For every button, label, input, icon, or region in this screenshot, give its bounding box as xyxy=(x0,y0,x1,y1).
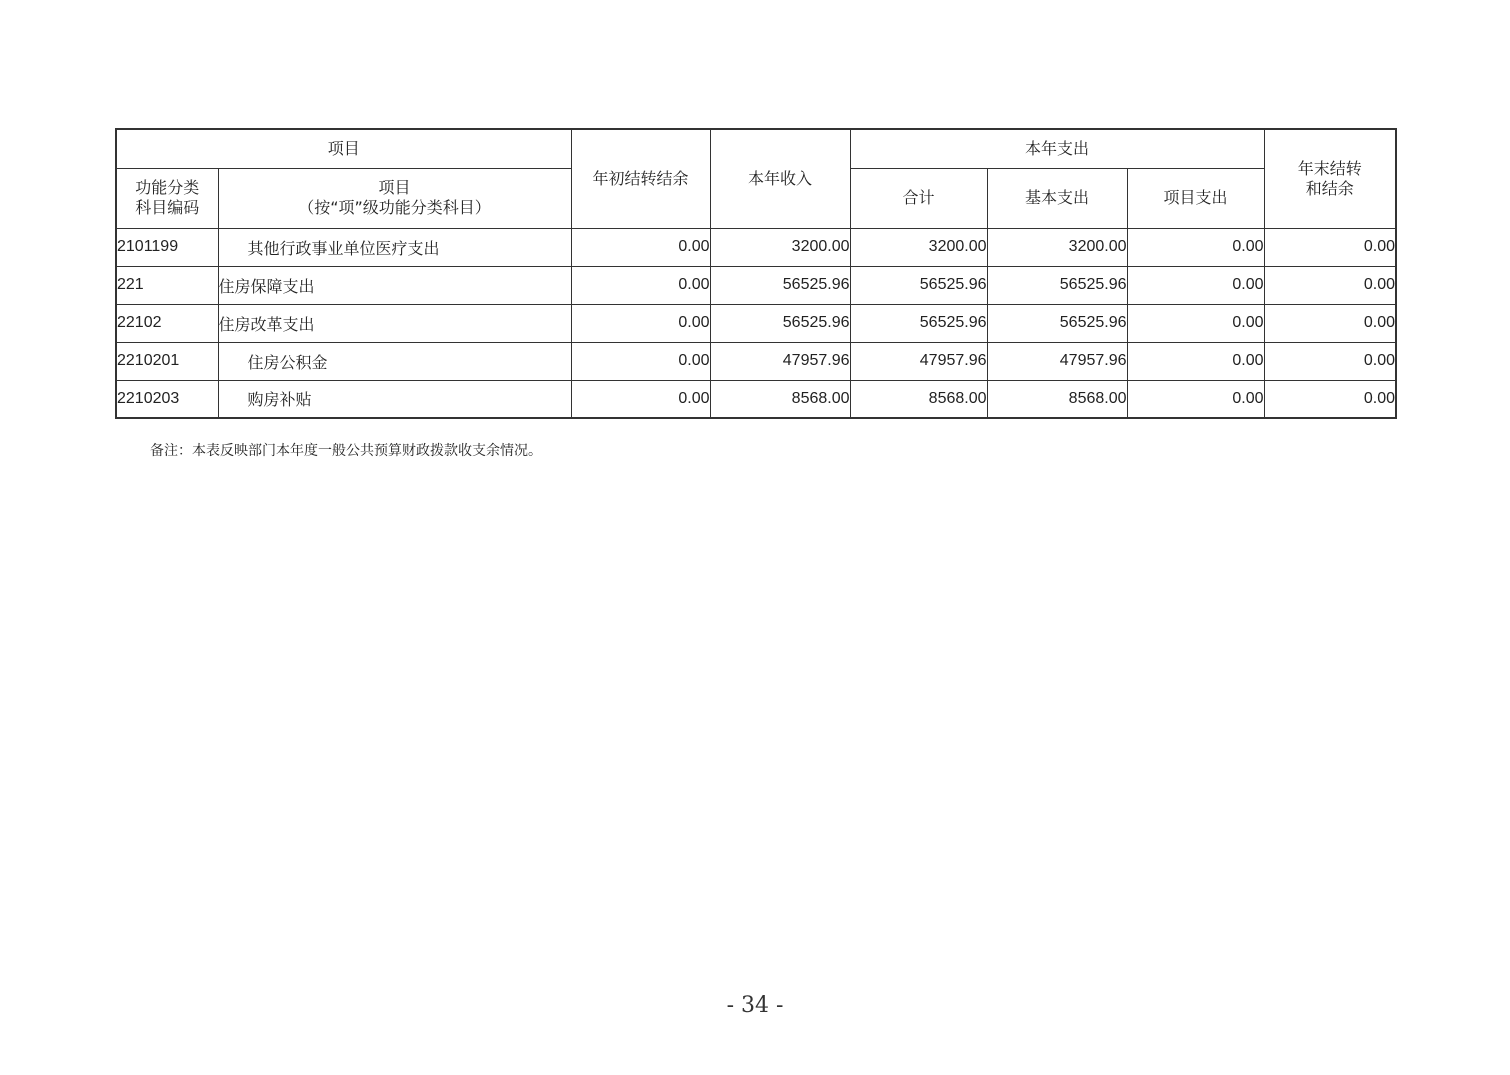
header-basic: 基本支出 xyxy=(987,168,1127,228)
row-basic: 3200.00 xyxy=(987,228,1127,266)
header-closing-balance-line2: 和结余 xyxy=(1305,178,1354,198)
row-total: 3200.00 xyxy=(850,228,987,266)
table-row xyxy=(116,228,1396,266)
header-income: 本年收入 xyxy=(710,129,850,228)
row-code: 2210201 xyxy=(116,342,218,380)
row-name: 购房补贴 xyxy=(218,380,571,418)
table-row xyxy=(116,304,1396,342)
header-code-line2: 科目编码 xyxy=(135,198,200,217)
row-income: 47957.96 xyxy=(710,342,850,380)
header-expenditure: 本年支出 xyxy=(850,129,1264,168)
table-note: 备注：本表反映部门本年度一般公共预算财政拨款收支余情况。 xyxy=(150,443,542,459)
row-code: 2210203 xyxy=(116,380,218,418)
row-income: 3200.00 xyxy=(710,228,850,266)
row-income: 56525.96 xyxy=(710,266,850,304)
row-closing: 0.00 xyxy=(1264,380,1396,418)
header-code xyxy=(116,168,218,228)
row-opening: 0.00 xyxy=(571,228,710,266)
row-closing: 0.00 xyxy=(1264,342,1396,380)
row-name: 住房公积金 xyxy=(218,342,571,380)
row-closing: 0.00 xyxy=(1264,304,1396,342)
row-project: 0.00 xyxy=(1127,228,1264,266)
header-project: 项目支出 xyxy=(1127,168,1264,228)
row-opening: 0.00 xyxy=(571,266,710,304)
row-opening: 0.00 xyxy=(571,380,710,418)
row-basic: 8568.00 xyxy=(987,380,1127,418)
row-project: 0.00 xyxy=(1127,266,1264,304)
row-income: 8568.00 xyxy=(710,380,850,418)
row-name: 其他行政事业单位医疗支出 xyxy=(218,228,571,266)
row-code: 221 xyxy=(116,266,218,304)
row-code: 22102 xyxy=(116,304,218,342)
table-row xyxy=(116,342,1396,380)
page-number: - 34 - xyxy=(726,993,784,1018)
budget-table xyxy=(115,128,1397,419)
header-item: 项目 xyxy=(116,129,571,168)
row-income: 56525.96 xyxy=(710,304,850,342)
header-total: 合计 xyxy=(850,168,987,228)
header-closing-balance-line1: 年末结转 xyxy=(1297,158,1362,178)
row-opening: 0.00 xyxy=(571,304,710,342)
header-code-line1: 功能分类 xyxy=(135,178,200,197)
row-basic: 56525.96 xyxy=(987,266,1127,304)
header-opening-balance: 年初结转结余 xyxy=(571,129,710,228)
row-total: 56525.96 xyxy=(850,266,987,304)
row-closing: 0.00 xyxy=(1264,228,1396,266)
table-row xyxy=(116,266,1396,304)
row-basic: 47957.96 xyxy=(987,342,1127,380)
table-row xyxy=(116,380,1396,418)
row-project: 0.00 xyxy=(1127,380,1264,418)
header-closing-balance xyxy=(1264,129,1396,228)
header-row-1 xyxy=(116,129,1396,168)
row-basic: 56525.96 xyxy=(987,304,1127,342)
row-opening: 0.00 xyxy=(571,342,710,380)
header-name xyxy=(218,168,571,228)
row-total: 8568.00 xyxy=(850,380,987,418)
row-closing: 0.00 xyxy=(1264,266,1396,304)
row-code: 2101199 xyxy=(116,228,218,266)
row-project: 0.00 xyxy=(1127,304,1264,342)
row-project: 0.00 xyxy=(1127,342,1264,380)
header-name-line2: （按“项”级功能分类科目） xyxy=(298,198,491,217)
header-name-line1: 项目 xyxy=(378,178,411,197)
row-name: 住房保障支出 xyxy=(218,266,571,304)
row-total: 47957.96 xyxy=(850,342,987,380)
row-total: 56525.96 xyxy=(850,304,987,342)
row-name: 住房改革支出 xyxy=(218,304,571,342)
